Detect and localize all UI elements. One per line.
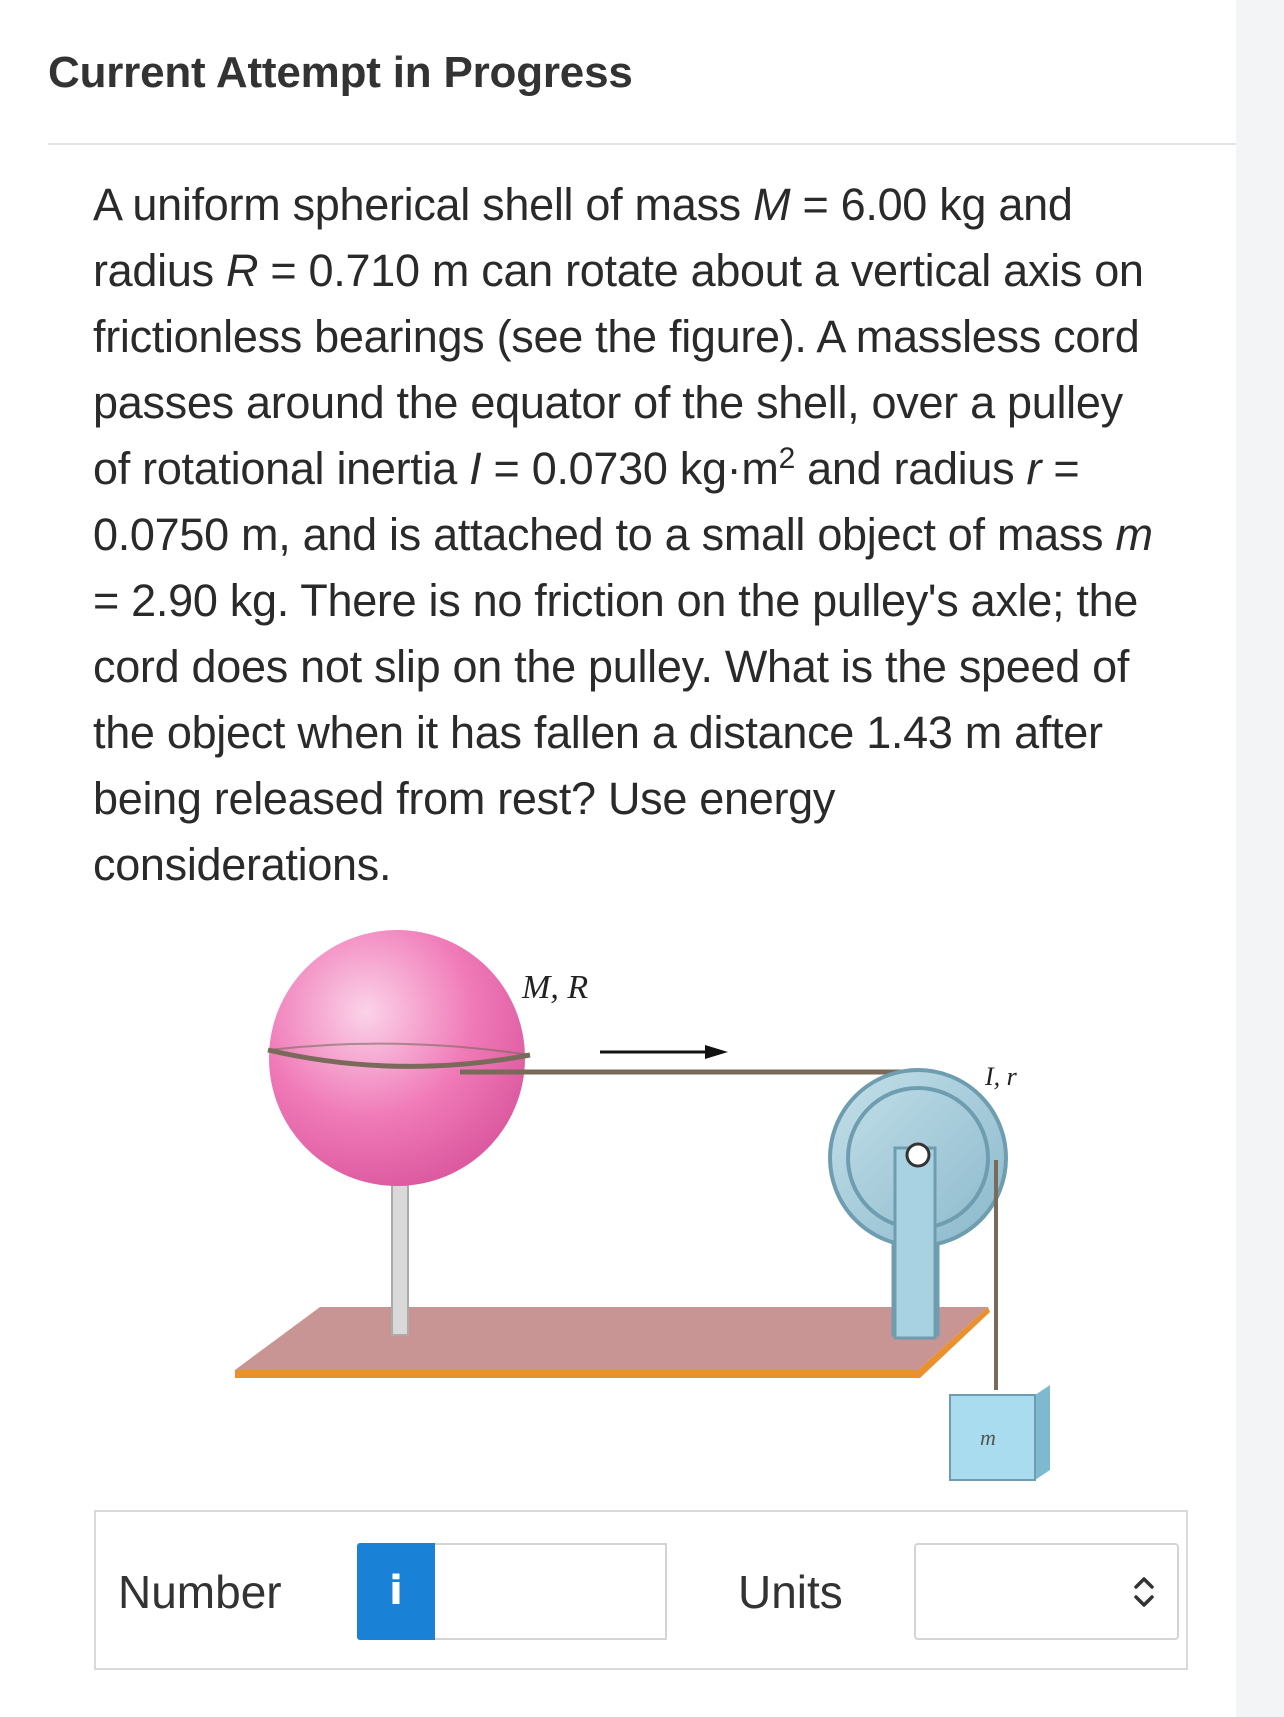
physics-figure xyxy=(225,925,1075,1485)
shell-axle xyxy=(392,1185,408,1335)
page-gutter xyxy=(1236,0,1284,1717)
info-icon[interactable]: i xyxy=(357,1543,435,1640)
block-label: m xyxy=(980,1425,996,1450)
page-title: Current Attempt in Progress xyxy=(48,48,633,97)
pulley-arm xyxy=(895,1148,935,1338)
question-text: A uniform spherical shell of mass M = 6.00 kg and radius R = 0.710 m can rotate about a vertical axis on frictionless bearings (see the figure). A massless cord passes around the equator of the shell, over a pulley of rotational inertia I = 0.0730 $kg\cdot m^2$ and radius r = 0.0750 m, and is attached to a small object of mass m = 2.90 kg. There is no friction on the pulley's axle; the cord does not slip on the pulley. What is the speed of the object when it has fallen a distance 1.43 m after being released from rest? Use energy considerations. xyxy=(93,179,1153,890)
base-platform xyxy=(235,1307,988,1370)
chevron-up-down-icon xyxy=(1131,1572,1157,1612)
units-label: Units xyxy=(738,1566,843,1618)
number-input[interactable] xyxy=(435,1543,667,1640)
header-divider xyxy=(48,143,1236,145)
number-label: Number xyxy=(118,1566,282,1618)
units-select[interactable] xyxy=(914,1543,1179,1640)
shell-label: M, R xyxy=(522,969,589,1006)
pulley-label: I, r xyxy=(985,1062,1017,1091)
hanging-block-side xyxy=(1035,1385,1050,1480)
pulley-axle xyxy=(907,1144,929,1166)
motion-arrow-head xyxy=(705,1045,728,1059)
